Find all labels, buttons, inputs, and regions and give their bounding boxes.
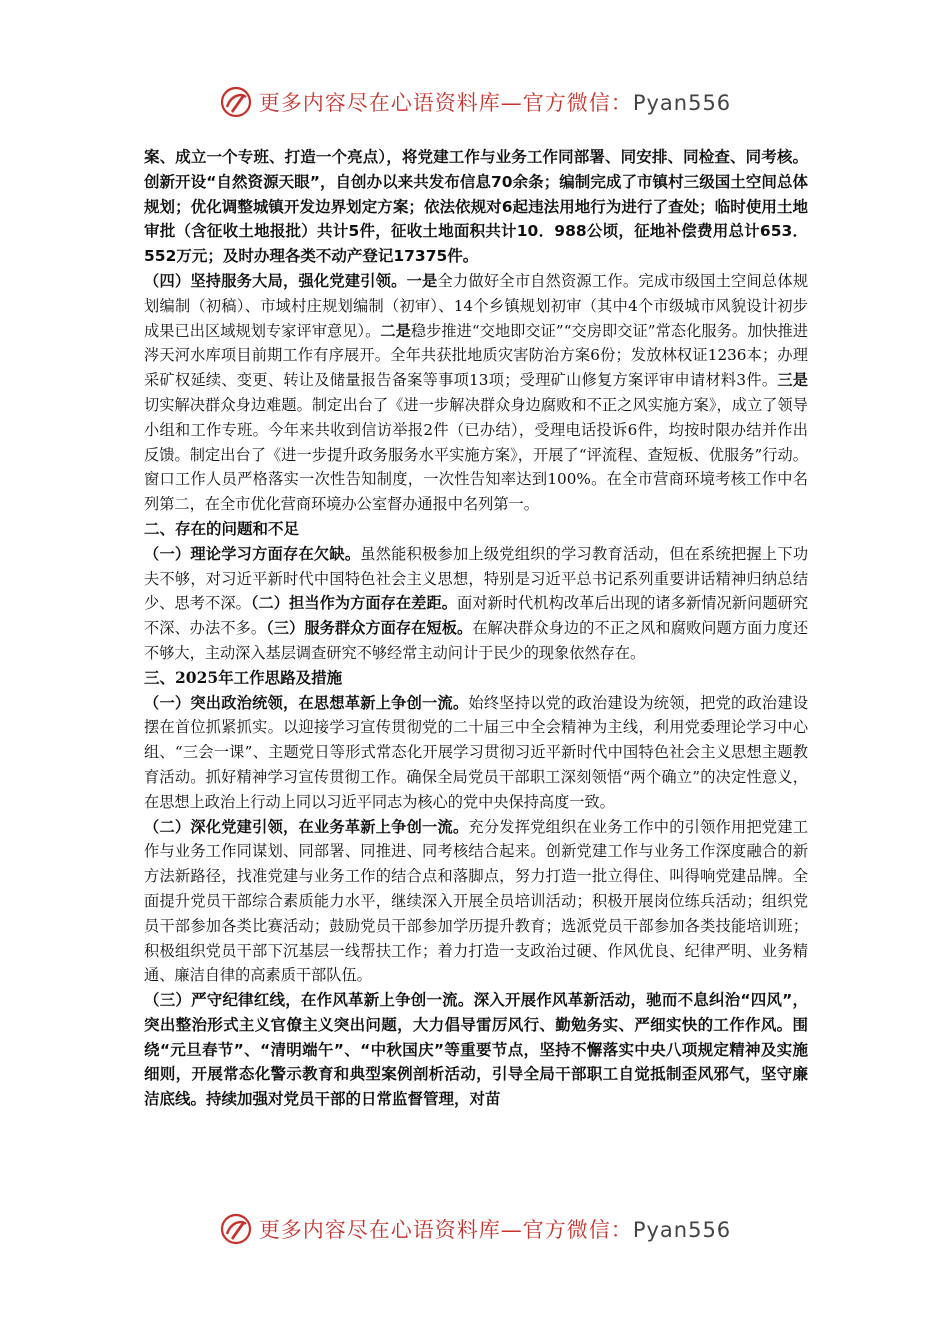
paragraph-achievements-3: 案、成立一个专班、打造一个亮点），将党建工作与业务工作同部署、同安排、同检查、同考核。创新开设“自然资源天眼”，自创办以来共发布信息70余条；编制完成了市镇村三级国土空间总体规划；优化调整城镇开发边界划定方案；依法依规对6起违法用地行为进行了查处；临时使用土地审批（含征收土地报批）共计5件，征收土地面积共计10．988公顷，征地补偿费用总计653．552万元；及时办理各类不动产登记17375件。: [144, 148, 808, 266]
pen-swirl-logo-icon: [219, 1212, 253, 1246]
heading-plans-2025: 三、2025年工作思路及措施: [144, 667, 343, 687]
watermark-text: 更多内容尽在心语资料库—官方微信：Pyan556: [258, 91, 732, 115]
paragraph-achievements-4: （四）坚持服务大局，强化党建引领。一是全力做好全市自然资源工作。完成市级国土空间总体规划编制（初稿）、市域村庄规划编制（初审）、14个乡镇规划初审（其中4个市级城市风貌设计初步成果已出区域规划专家评审意见）。二是稳步推进“交地即交证”“交房即交证”常态化服务。加快推进涔天河水库项目前期工作有序展开。全年共获批地质灾害防治方案6份；发放林权证1236本；办理采矿权延续、变更、转让及储量报告备案等事项13项；受理矿山修复方案评审申请材料3件。三是切实解决群众身边难题。制定出台了《进一步解决群众身边腐败和不正之风实施方案》，成立了领导小组和工作专班。今年来共收到信访举报2件（已办结），受理电话投诉6件，均按时限办结并作出反馈。制定出台了《进一步提升政务服务水平实施方案》，开展了“评流程、查短板、优服务”行动。窗口工作人员严格落实一次性告知制度，一次性告知率达到100%。在全市营商环境考核工作中名列第二，在全市优化营商环境办公室督办通报中名列第一。: [144, 271, 809, 514]
watermark-text: 更多内容尽在心语资料库—官方微信：Pyan556: [258, 1218, 732, 1242]
pen-swirl-logo-icon: [219, 85, 253, 119]
section-lead: （四）坚持服务大局，强化党建引领。一是: [144, 271, 438, 290]
paragraph-plan-2: （二）深化党建引领，在业务革新上争创一流。充分发挥党组织在业务工作中的引领作用把党建工作与业务工作同谋划、同部署、同推进、同考核结合起来。创新党建工作与业务工作深度融合的新方法新路径，找准党建与业务工作的结合点和落脚点，努力打造一批立得住、叫得响党建品牌。全面提升党员干部综合素质能力水平，继续深入开展全员培训活动；积极开展岗位练兵活动；组织党员干部参加各类比赛活动；鼓励党员干部参加学历提升教育；选派党员干部参加各类技能培训班；积极组织党员干部下沉基层一线帮扶工作；着力打造一支政治过硬、作风优良、纪律严明、业务精通、廉洁自律的高素质干部队伍。: [144, 817, 809, 985]
paragraph-problems: （一）理论学习方面存在欠缺。虽然能积极参加上级党组织的学习教育活动，但在系统把握上下功夫不够，对习近平新时代中国特色社会主义思想，特别是习近平总书记系列重要讲话精神归纳总结少、思考不深。（二）担当作为方面存在差距。面对新时代机构改革后出现的诸多新情况新问题研究不深、办法不多。（三）服务群众方面存在短板。在解决群众身边的不正之风和腐败问题方面力度还不够大，主动深入基层调查研究不够经常主动问计于民少的现象依然存在。: [144, 544, 809, 662]
wechat-id: Pyan556: [632, 1218, 732, 1242]
footer-watermark-banner: [0, 1209, 950, 1249]
paragraph-plan-3: （三）严守纪律红线，在作风革新上争创一流。深入开展作风革新活动，驰而不息纠治“四风”，突出整治形式主义官僚主义突出问题，大力倡导雷厉风行、勤勉务实、严细实快的工作作风。围绕“元旦春节”、“清明端午”、“中秋国庆”等重要节点，坚持不懈落实中央八项规定精神及实施细则，开展常态化警示教育和典型案例剖析活动，引导全局干部职工自觉抵制歪风邪气，坚守廉洁底线。持续加强对党员干部的日常监督管理，对苗: [144, 991, 808, 1109]
wechat-id: Pyan556: [632, 91, 732, 115]
paragraph-plan-1: （一）突出政治统领，在思想革新上争创一流。始终坚持以党的政治建设为统领，把党的政治建设摆在首位抓紧抓实。以迎接学习宣传贯彻党的二十届三中全会精神为主线，利用党委理论学习中心组、“三会一课”、主题党日等形式常态化开展学习贯彻习近平新时代中国特色社会主义思想主题教育活动。抓好精神学习宣传贯彻工作。确保全局党员干部职工深刻领悟“两个确立”的决定性意义，在思想上政治上行动上同以习近平同志为核心的党中央保持高度一致。: [144, 693, 809, 811]
heading-problems: 二、存在的问题和不足: [144, 518, 300, 538]
header-watermark-banner: [0, 82, 950, 122]
document-body: [144, 145, 808, 1112]
